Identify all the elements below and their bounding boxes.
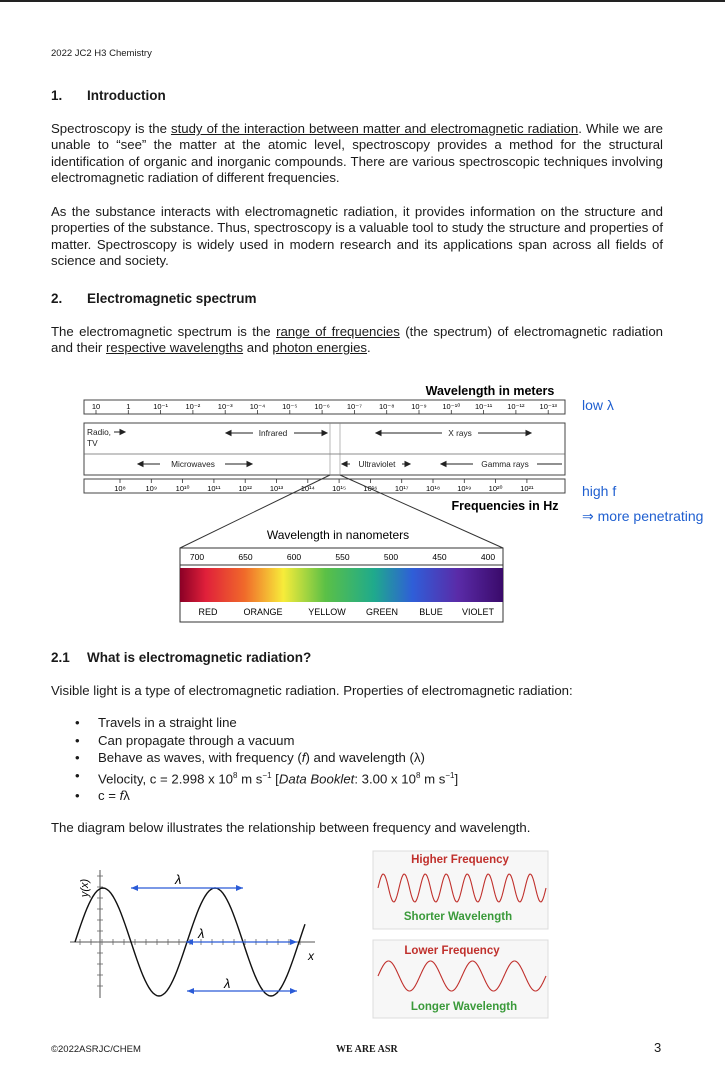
x-axis-label: x xyxy=(308,949,314,963)
nm-tick-label: 550 xyxy=(335,552,350,562)
wavelength-tick-label: 10⁻¹⁰ xyxy=(442,402,461,411)
frequency-tick-label: 10¹⁵ xyxy=(332,484,347,493)
frequency-tick-label: 10¹⁸ xyxy=(425,484,441,493)
frequency-tick-label: 10¹⁰ xyxy=(175,484,190,493)
color-label: VIOLET xyxy=(461,607,495,617)
section-title: Introduction xyxy=(87,88,166,103)
underlined-text: range of frequencies xyxy=(276,324,400,339)
wavelength-tick-label: 10⁻¹² xyxy=(507,402,525,411)
text: f xyxy=(301,750,306,765)
section-2-heading xyxy=(51,291,257,306)
list-item xyxy=(51,787,458,805)
superscript: 8 xyxy=(415,770,421,780)
frequency-tick-label: 10⁸ xyxy=(114,484,126,493)
lambda-label-middle: λ xyxy=(198,926,205,941)
list-item xyxy=(51,714,458,732)
frequency-tick-label: 10¹³ xyxy=(269,484,284,493)
section-title: Electromagnetic spectrum xyxy=(87,291,257,306)
frequency-tick-label: 10¹² xyxy=(238,484,252,493)
frequency-title: Frequencies in Hz xyxy=(451,499,559,513)
text: ] xyxy=(454,770,459,786)
top-border xyxy=(0,0,725,2)
intro-paragraph-2 xyxy=(51,204,663,269)
text: Spectroscopy is the xyxy=(51,121,171,136)
wavelength-tick-label: 1 xyxy=(126,402,131,411)
text: f xyxy=(119,788,124,804)
frequency-comparison-diagram xyxy=(370,848,550,1020)
section-2-1-heading xyxy=(51,650,311,665)
underlined-text: photon energies xyxy=(272,340,368,356)
wavelength-tick-label: 10⁻⁸ xyxy=(378,402,395,411)
superscript: −1 xyxy=(262,770,272,780)
text: Velocity, c = 2.998 x 10 xyxy=(98,770,234,786)
superscript: −1 xyxy=(445,770,455,780)
nm-tick-label: 400 xyxy=(480,552,496,562)
note-high-f: high f xyxy=(582,483,617,499)
section-title: What is electromagnetic radiation? xyxy=(87,650,312,665)
section-number: 2.1 xyxy=(51,650,70,665)
wavelength-tick-label: 10⁻⁴ xyxy=(249,402,266,411)
frequency-tick-label: 10²⁰ xyxy=(488,484,503,493)
text: c = xyxy=(98,788,120,804)
frequency-tick-label: 10¹⁶ xyxy=(363,484,378,493)
frequency-tick-label: 10¹⁷ xyxy=(394,484,409,493)
nm-tick-label: 700 xyxy=(189,552,205,562)
intro-paragraph-1 xyxy=(51,121,663,186)
wavelength-tick-label: 10⁻² xyxy=(185,402,201,411)
frequency-tick-label: 10⁹ xyxy=(145,484,158,493)
section-number: 2. xyxy=(51,291,63,306)
color-label: GREEN xyxy=(365,607,399,617)
text: Can propagate through a vacuum xyxy=(98,732,295,748)
frequency-tick-label: 10¹⁴ xyxy=(300,484,315,493)
wavelength-tick-label: 10⁻¹³ xyxy=(539,402,557,411)
frequency-tick-label: 10²¹ xyxy=(520,484,534,493)
footer-copyright: ©2022ASRJC/CHEM xyxy=(51,1044,141,1055)
text: m s xyxy=(420,770,446,786)
text: Travels in a straight line xyxy=(98,715,237,730)
wavelength-tick-label: 10⁻¹¹ xyxy=(474,402,493,411)
text: Visible light is a type of electromagnetic radiation. Properties of electromagnetic radiation: xyxy=(51,683,573,698)
longer-wavelength-label: Longer Wavelength xyxy=(410,1001,518,1013)
frequency-tick-label: 10¹¹ xyxy=(207,484,221,493)
nm-tick-label: 600 xyxy=(286,552,302,562)
visible-color-band xyxy=(180,568,503,602)
text: [ xyxy=(271,770,279,786)
text: (the spectrum) of electromagnetic radiation and their xyxy=(51,324,663,356)
band-infrared: Infrared xyxy=(258,428,288,438)
text: m s xyxy=(237,770,263,786)
frequency-tick-label: 10¹⁹ xyxy=(457,484,472,493)
text: As the substance interacts with electromagnetic radiation, it provides information on the structure and properties of the substance. Thus, spectroscopy is a valuable tool to study the structure and properties of matter. Spectroscopy is widely used in modern research and its applications span across all fields of science and society. xyxy=(51,204,663,268)
superscript: 8 xyxy=(233,770,238,780)
band-ultraviolet: Ultraviolet xyxy=(358,459,396,469)
note-more-penetrating: ⇒ more penetrating xyxy=(582,508,704,524)
higher-frequency-label: Higher Frequency xyxy=(411,854,509,866)
band-tv: TV xyxy=(87,438,98,448)
band-gamma: Gamma rays xyxy=(481,459,529,469)
nm-tick-label: 650 xyxy=(238,552,253,562)
band-radio: Radio, xyxy=(87,427,111,437)
lambda-label-bottom: λ xyxy=(224,976,231,991)
text: ) and wavelength (λ) xyxy=(305,750,425,765)
underlined-text: respective wavelengths xyxy=(106,340,244,356)
wavelength-tick-label: 10⁻¹ xyxy=(153,402,169,411)
text: The diagram below illustrates the relationship between frequency and wavelength. xyxy=(51,820,531,835)
note-low-lambda: low λ xyxy=(582,397,614,413)
text: Behave as waves, with frequency ( xyxy=(98,750,302,765)
wavelength-tick-label: 10⁻⁷ xyxy=(346,402,362,411)
footer-school: WE ARE ASR xyxy=(336,1044,398,1055)
wavelength-tick-label: 10⁻⁵ xyxy=(282,402,298,411)
text: λ xyxy=(123,788,130,804)
color-label: YELLOW xyxy=(308,607,346,617)
underlined-text: study of the interaction between matter and electromagnetic radiation xyxy=(170,121,579,136)
wavelength-title: Wavelength in meters xyxy=(425,384,555,398)
em-spectrum-figure xyxy=(0,378,725,626)
nm-tick-label: 450 xyxy=(432,552,447,562)
lower-frequency-label: Lower Frequency xyxy=(404,945,500,957)
text: . While we are unable to “see” the matter at the atomic level, spectroscopy provides a method for the structural identification of organic and inorganic compounds. There are various spectroscopic techniques involving electromagnetic radiation of different frequencies. xyxy=(51,121,663,185)
section-number: 1. xyxy=(51,88,63,103)
text: The electromagnetic spectrum is the xyxy=(51,324,277,339)
text: : 3.00 x 10 xyxy=(354,770,416,786)
color-label: ORANGE xyxy=(243,607,283,617)
band-microwaves: Microwaves xyxy=(171,459,215,469)
text: . xyxy=(367,340,371,356)
band-xrays: X rays xyxy=(448,428,472,438)
sine-wave-diagram xyxy=(60,858,330,1008)
nm-title: Wavelength in nanometers xyxy=(266,528,410,542)
color-label: BLUE xyxy=(419,607,443,617)
color-label: RED xyxy=(198,607,218,617)
page-number: 3 xyxy=(654,1040,662,1055)
properties-intro xyxy=(51,683,663,699)
page-header: 2022 JC2 H3 Chemistry xyxy=(51,48,152,59)
wavelength-tick-label: 10⁻⁶ xyxy=(314,402,330,411)
text: Data Booklet xyxy=(278,770,355,786)
wavelength-tick-label: 10⁻⁹ xyxy=(411,402,427,411)
y-axis-label: y(x) xyxy=(79,878,91,898)
wavelength-tick-label: 10 xyxy=(91,402,101,411)
list-item xyxy=(51,732,458,750)
properties-list xyxy=(51,714,458,805)
list-item xyxy=(51,749,458,767)
lambda-label-top: λ xyxy=(175,872,182,887)
diagram-intro xyxy=(51,820,663,836)
em-spectrum-paragraph xyxy=(51,324,663,357)
section-1-heading xyxy=(51,88,166,103)
list-item xyxy=(51,767,458,788)
nm-tick-label: 500 xyxy=(383,552,399,562)
shorter-wavelength-label: Shorter Wavelength xyxy=(403,911,513,923)
text: and xyxy=(243,340,273,356)
wavelength-tick-label: 10⁻³ xyxy=(217,402,233,411)
